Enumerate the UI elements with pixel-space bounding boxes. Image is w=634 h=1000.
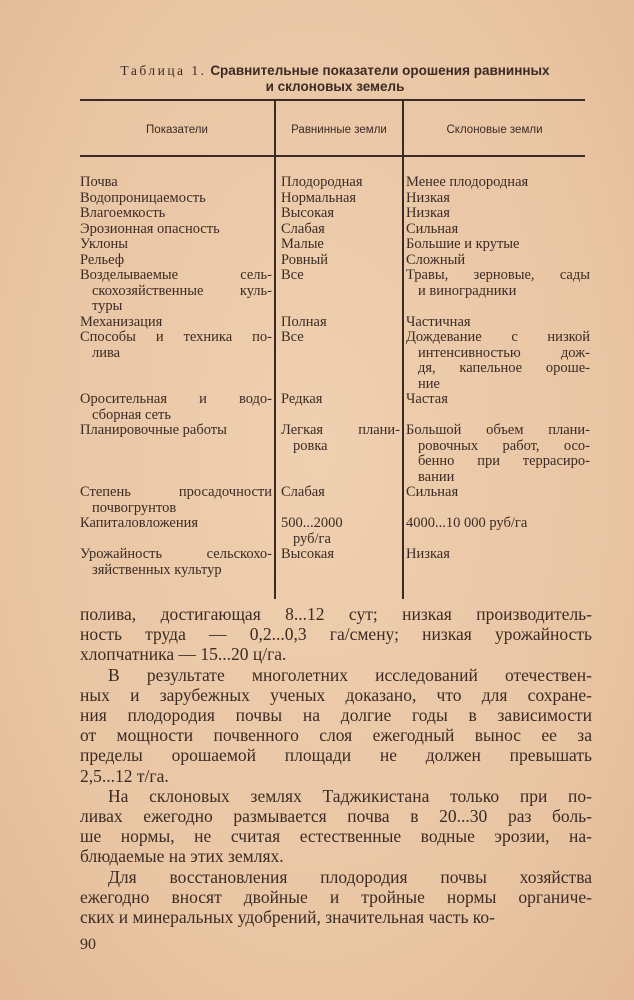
cell-line: Урожайность сельскохо-	[80, 546, 272, 562]
table-top-rule	[80, 99, 585, 101]
cell-line: Полная	[281, 313, 327, 330]
indicator-cell	[80, 268, 272, 315]
table-row	[80, 485, 590, 516]
cell-line: Уклоны	[80, 236, 129, 252]
table-row	[80, 191, 590, 207]
plain-lands-cell	[281, 268, 400, 315]
slope-lands-cell	[406, 485, 590, 516]
slope-lands-cell	[406, 237, 590, 253]
text-line: ежегодно вносят двойные и тройные нормы органиче-	[80, 886, 592, 907]
cell-line: Малые	[281, 236, 324, 252]
paragraph	[80, 786, 592, 867]
cell-line: зяйственных культур	[92, 561, 222, 578]
table-row	[80, 237, 590, 253]
table-row	[80, 175, 590, 191]
cell-line: Сильная	[406, 220, 459, 237]
slope-lands-cell	[406, 191, 590, 207]
text-line: полива, достигающая 8...12 сут; низкая производитель-	[80, 604, 592, 624]
indicator-cell	[80, 191, 272, 207]
slope-lands-cell	[406, 516, 590, 547]
cell-line: Слабая	[281, 484, 325, 500]
cell-line: Редкая	[281, 391, 323, 407]
cell-line: Частичная	[406, 313, 471, 330]
slope-lands-cell	[406, 175, 590, 191]
indicator-cell	[80, 547, 272, 578]
cell-line: руб/га	[293, 530, 331, 547]
cell-line: Дождевание с низкой	[406, 329, 590, 345]
cell-line: Возделываемые сель-	[80, 267, 272, 283]
paragraph	[80, 867, 592, 928]
table-row	[80, 268, 590, 315]
cell-line: Частая	[406, 391, 448, 407]
cell-line: ровка	[293, 437, 328, 454]
slope-lands-cell	[406, 315, 590, 331]
cell-line: Травы, зерновые, сады	[406, 267, 590, 283]
header-indicators: Показатели	[146, 124, 208, 136]
indicator-cell	[80, 516, 272, 547]
cell-line	[80, 532, 272, 548]
indicator-cell	[80, 253, 272, 269]
indicator-cell	[80, 206, 272, 222]
table-label: Таблица 1.	[120, 63, 207, 78]
cell-line	[80, 377, 272, 393]
cell-line: почвогрунтов	[92, 499, 177, 516]
paragraph	[80, 665, 592, 786]
cell-line: Низкая	[406, 546, 450, 562]
table-row	[80, 253, 590, 269]
cell-line: Ровный	[281, 251, 329, 268]
cell-line	[80, 439, 272, 455]
cell-line: 4000...10 000 руб/га	[406, 515, 528, 531]
cell-line	[80, 470, 272, 486]
table-row	[80, 392, 590, 423]
cell-line: ровочных работ, осо-	[418, 437, 590, 454]
cell-line: Все	[281, 329, 304, 345]
cell-line: Способы и техника по-	[80, 329, 272, 345]
text-line: ливах ежегодно размывается почва в 20...30 раз боль-	[80, 806, 592, 827]
text-line: ных и зарубежных ученых доказано, что для сохране-	[80, 684, 592, 705]
plain-lands-cell	[281, 206, 400, 222]
cell-line: Легкая плани-	[281, 422, 400, 438]
text-line: ния плодородия почвы на долгие годы в зависимости	[80, 705, 592, 726]
table-row	[80, 423, 590, 485]
indicator-cell	[80, 330, 272, 392]
text-line: На склоновых землях Таджикистана только при по-	[108, 785, 592, 806]
text-line: ских и минеральных удобрений, значительная часть ко-	[80, 907, 496, 928]
cell-line: Нормальная	[281, 189, 357, 206]
plain-lands-cell	[281, 485, 400, 516]
cell-line	[406, 299, 590, 315]
text-line: ность труда — 0,2...0,3 га/смену; низкая урожайность	[80, 624, 592, 645]
cell-line: Степень просадочности	[80, 484, 272, 500]
plain-lands-cell	[281, 547, 400, 578]
paragraph	[80, 604, 592, 665]
cell-line: ние	[418, 375, 440, 392]
cell-line: Капиталовложения	[80, 515, 199, 531]
plain-lands-cell	[281, 423, 400, 485]
slope-lands-cell	[406, 222, 590, 238]
cell-line: скохозяйственные куль-	[92, 282, 272, 299]
slope-lands-cell	[406, 253, 590, 269]
table-header-rule	[80, 155, 585, 157]
cell-line: интенсивностью дож-	[418, 344, 590, 361]
cell-line: туры	[92, 298, 123, 314]
cell-line: Водопроницаемость	[80, 189, 206, 206]
cell-line: 500...2000	[281, 515, 343, 531]
plain-lands-cell	[281, 516, 400, 547]
cell-line: бенно при террасиро-	[418, 453, 590, 469]
page-number: 90	[80, 936, 96, 953]
indicator-cell	[80, 237, 272, 253]
cell-line: Плодородная	[281, 174, 363, 190]
text-line: В результате многолетних исследований отечествен-	[108, 664, 592, 685]
slope-lands-cell	[406, 392, 590, 423]
plain-lands-cell	[281, 237, 400, 253]
cell-line: Высокая	[281, 546, 335, 562]
cell-line: сборная сеть	[92, 406, 171, 423]
header-plain-lands: Равнинные земли	[291, 124, 387, 136]
indicator-cell	[80, 222, 272, 238]
table-row	[80, 516, 590, 547]
slope-lands-cell	[406, 206, 590, 222]
slope-lands-cell	[406, 330, 590, 392]
plain-lands-cell	[281, 191, 400, 207]
cell-line: Низкая	[406, 205, 450, 221]
cell-line: вании	[418, 468, 455, 485]
cell-line: Эрозионная опасность	[80, 220, 220, 237]
indicator-cell	[80, 423, 272, 485]
indicator-cell	[80, 315, 272, 331]
text-line: 2,5...12 т/га.	[80, 765, 169, 786]
table-title-line-1: Сравнительные показатели орошения равнинных	[210, 63, 550, 78]
table-row	[80, 315, 590, 331]
plain-lands-cell	[281, 392, 400, 423]
plain-lands-cell	[281, 253, 400, 269]
table-row	[80, 222, 590, 238]
table-title-line-2: и склоновых земель	[265, 79, 405, 94]
plain-lands-cell	[281, 175, 400, 191]
cell-line: Рельеф	[80, 251, 125, 268]
plain-lands-cell	[281, 330, 400, 392]
cell-line	[80, 361, 272, 377]
cell-line: Влагоемкость	[80, 205, 166, 221]
header-slope-lands: Склоновые земли	[446, 124, 543, 136]
cell-line: Почва	[80, 174, 118, 190]
table-caption	[70, 63, 600, 95]
table-row	[80, 547, 590, 578]
cell-line: Низкая	[406, 189, 450, 206]
text-line: Для восстановления плодородия почвы хозяйства	[108, 866, 592, 887]
slope-lands-cell	[406, 547, 590, 578]
plain-lands-cell	[281, 222, 400, 238]
cell-line: Все	[281, 267, 304, 283]
cell-line: Сильная	[406, 484, 459, 500]
cell-line: Менее плодородная	[406, 174, 529, 190]
table-row	[80, 206, 590, 222]
cell-line: Высокая	[281, 205, 335, 221]
text-line: ше нормы, не считая естественные водные эрозии, на-	[80, 826, 592, 847]
cell-line: Большой объем плани-	[406, 422, 590, 438]
text-line: пределы орошаемой площади не должен превышать	[80, 745, 592, 766]
cell-line: Механизация	[80, 313, 163, 330]
slope-lands-cell	[406, 423, 590, 485]
cell-line: Оросительная и водо-	[80, 391, 272, 407]
cell-line	[80, 454, 272, 470]
cell-line: Большие и крутые	[406, 236, 520, 252]
text-line: хлопчатника — 15...20 ц/га.	[80, 644, 287, 665]
cell-line: дя, капельное ороше-	[418, 360, 590, 376]
cell-line: Слабая	[281, 220, 325, 237]
cell-line: Планировочные работы	[80, 422, 227, 438]
text-line: блюдаемые на этих землях.	[80, 846, 284, 867]
table-body	[80, 175, 590, 578]
plain-lands-cell	[281, 315, 400, 331]
body-text	[80, 604, 592, 927]
cell-line: Сложный	[406, 251, 466, 268]
indicator-cell	[80, 485, 272, 516]
text-line: от мощности почвенного слоя ежегодный вынос ее за	[80, 725, 592, 746]
table-row	[80, 330, 590, 392]
indicator-cell	[80, 175, 272, 191]
cell-line: и виноградники	[418, 282, 517, 299]
indicator-cell	[80, 392, 272, 423]
cell-line: лива	[92, 344, 121, 361]
slope-lands-cell	[406, 268, 590, 315]
